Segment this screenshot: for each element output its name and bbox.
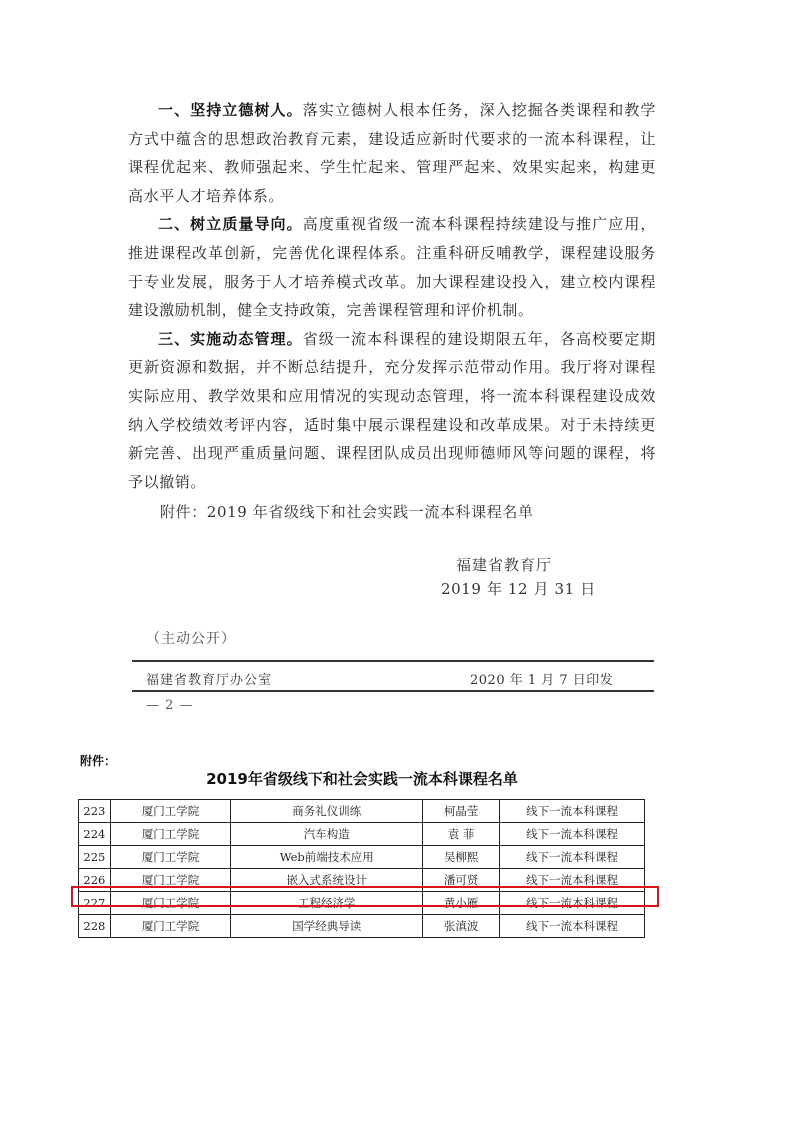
row-number: 226 (79, 869, 111, 892)
signer-organization: 福建省教育厅 (456, 556, 553, 574)
section-2 (128, 210, 656, 324)
course-type: 线下一流本科课程 (500, 915, 645, 938)
school-name: 厦门工学院 (110, 869, 231, 892)
course-name: 汽车构造 (231, 823, 423, 846)
teacher-name: 潘可贤 (423, 869, 500, 892)
section-2-heading: 二、树立质量导向。 (158, 215, 303, 234)
disclosure-label: （主动公开） (146, 631, 236, 647)
teacher-name: 吴柳熙 (423, 846, 500, 869)
table-row (79, 823, 645, 846)
teacher-name: 柯晶莹 (423, 800, 500, 823)
issuing-office: 福建省教育厅办公室 (146, 673, 273, 688)
course-type: 线下一流本科课程 (500, 823, 645, 846)
row-number: 227 (79, 892, 111, 915)
course-table (78, 799, 645, 938)
school-name: 厦门工学院 (110, 846, 231, 869)
highlight-box (71, 886, 659, 907)
course-type: 线下一流本科课程 (500, 892, 645, 915)
table-row (79, 846, 645, 869)
section-3 (128, 325, 656, 497)
section-1-text: 落实立德树人根本任务，深入挖掘各类课程和教学方式中蕴含的思想政治教育元素，建设适应新时代要求的一流本科课程，让课程优起来、教师强起来、学生忙起来、管理严起来、效果实起来，构建更高水平人才培养体系。 (128, 101, 656, 205)
print-date: 2020 年 1 月 7 日印发 (470, 673, 614, 688)
school-name: 厦门工学院 (110, 800, 231, 823)
teacher-name: 袁 菲 (423, 823, 500, 846)
section-1-heading: 一、坚持立德树人。 (158, 101, 303, 119)
footer-rule-bottom (132, 690, 654, 692)
section-2-text: 高度重视省级一流本科课程持续建设与推广应用，推进课程改革创新，完善优化课程体系。注重科研反哺教学，课程建设服务于专业发展，服务于人才培养模式改革。加大课程建设投入，建立校内课程建设激励机制，健全支持政策，完善课程管理和评价机制。 (128, 215, 656, 320)
school-name: 厦门工学院 (110, 823, 231, 846)
teacher-name: 黄小雁 (423, 892, 500, 915)
notice-body (128, 96, 656, 496)
watermark-faint (556, 928, 652, 934)
section-1 (128, 96, 656, 210)
row-number: 225 (79, 846, 111, 869)
row-number: 228 (79, 915, 111, 938)
table-row (79, 915, 645, 938)
section-3-heading: 三、实施动态管理。 (158, 329, 303, 348)
course-name: Web前端技术应用 (231, 846, 423, 869)
teacher-name: 张滇波 (423, 915, 500, 938)
course-name: 嵌入式系统设计 (231, 869, 423, 892)
row-number: 223 (79, 800, 111, 823)
attachment-note: 附件：2019 年省级线下和社会实践一流本科课程名单 (160, 503, 534, 521)
course-name: 国学经典导读 (231, 915, 423, 938)
attachment-label: 附件： (80, 754, 117, 768)
course-type: 线下一流本科课程 (500, 869, 645, 892)
signer-date: 2019 年 12 月 31 日 (441, 580, 596, 598)
course-name: 工程经济学 (231, 892, 423, 915)
course-type: 线下一流本科课程 (500, 800, 645, 823)
course-list-title: 2019年省级线下和社会实践一流本科课程名单 (206, 770, 518, 788)
course-name: 商务礼仪训练 (231, 800, 423, 823)
course-type: 线下一流本科课程 (500, 846, 645, 869)
section-3-text: 省级一流本科课程的建设期限五年，各高校要定期更新资源和数据，并不断总结提升，充分发挥示范带动作用。我厅将对课程实际应用、教学效果和应用情况的实现动态管理，将一流本科课程建设成效纳入学校绩效考评内容，适时集中展示课程建设和改革成果。对于未持续更新完善、出现严重质量问题、课程团队成员出现师德师风等问题的课程，将予以撤销。 (128, 329, 656, 491)
school-name: 厦门工学院 (110, 915, 231, 938)
footer-rule-top (132, 660, 654, 662)
table-row (79, 800, 645, 823)
school-name: 厦门工学院 (110, 892, 231, 915)
page-number: — 2 — (146, 698, 194, 713)
row-number: 224 (79, 823, 111, 846)
